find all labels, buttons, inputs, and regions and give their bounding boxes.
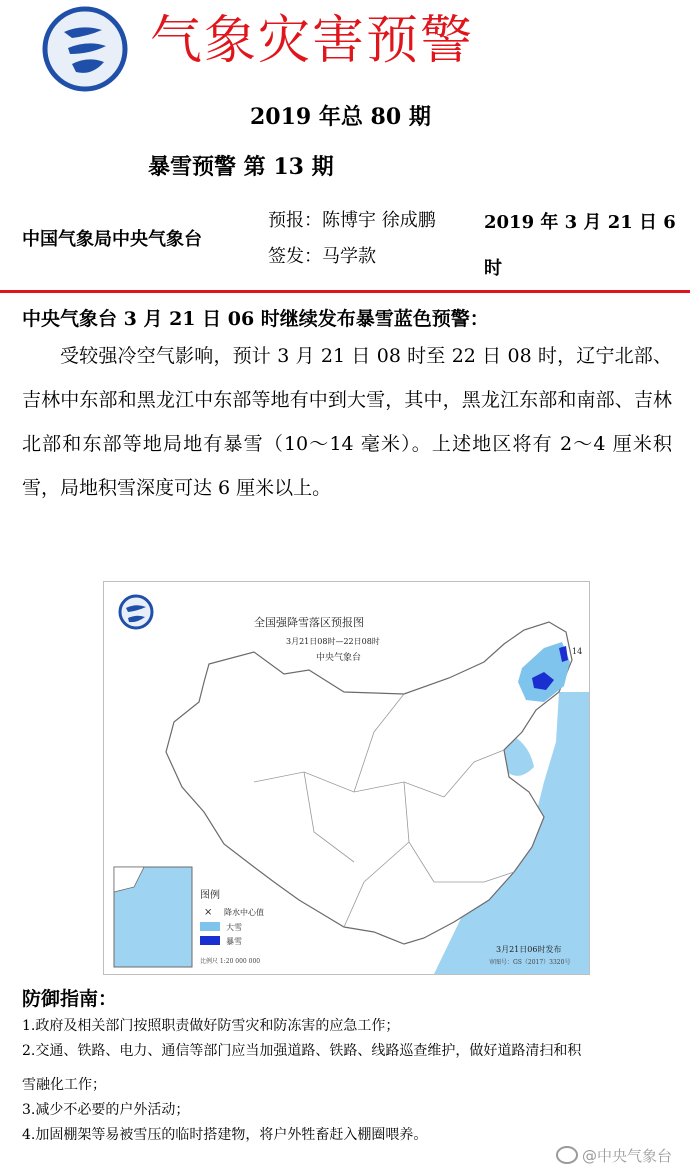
map-source: 中央气象台 <box>316 653 362 663</box>
map-approval: 审图号：GS（2017）3320号 <box>489 959 571 966</box>
cma-logo <box>42 6 128 92</box>
legend-blizzard-label: 暴雪 <box>226 937 242 946</box>
map-logo-icon <box>120 596 152 628</box>
legend-blizzard-swatch <box>200 936 220 945</box>
map-issued: 3月21日06时发布 <box>496 945 562 954</box>
max-value-label: 14 <box>572 647 583 656</box>
map-canvas <box>104 582 589 974</box>
issue-total: 2019 年总 80 期 <box>250 104 431 130</box>
issue-subtitle: 暴雪预警 第 13 期 <box>148 154 334 180</box>
issue-date: 2019 年 3 月 21 日 6 时 <box>484 212 676 279</box>
guidance-item: 1.政府及相关部门按照职责做好防雪灾和防冻害的应急工作； <box>22 1018 400 1034</box>
map-title: 全国强降雪落区预报图 <box>254 616 364 629</box>
cma-logo-icon <box>42 6 128 92</box>
guidance-item: 4.加固棚架等易被雪压的临时搭建物，将户外牲畜赶入棚圈喂养。 <box>22 1127 428 1143</box>
map-legend <box>200 888 264 965</box>
south-china-sea-inset <box>114 867 192 967</box>
guidance-item-continued: 雪融化工作； <box>22 1077 106 1093</box>
agency-name: 中国气象局中央气象台 <box>22 229 202 250</box>
watermark-text: @中央气象台 <box>581 1147 672 1165</box>
legend-heavy-snow-swatch <box>200 922 220 931</box>
guidance-item: 2.交通、铁路、电力、通信等部门应当加强道路、铁路、线路巡查维护，做好道路清扫和积 <box>22 1043 582 1059</box>
legend-title: 图例 <box>200 890 220 901</box>
map-scale: 比例尺 1:20 000 000 <box>200 958 261 965</box>
map-period: 3月21日08时—22日08时 <box>286 637 380 646</box>
warning-headline: 中央气象台 3 月 21 日 06 时继续发布暴雪蓝色预警： <box>22 308 489 330</box>
guidance-title: 防御指南： <box>22 988 118 1010</box>
weibo-icon <box>556 1146 578 1164</box>
legend-center-marker: × <box>204 907 213 918</box>
weibo-watermark <box>556 1145 672 1166</box>
page-title: 气象灾害预警 <box>150 11 475 71</box>
forecaster-names: 预报：陈博宇 徐成鹏 <box>268 210 436 231</box>
issuer-name: 签发：马学款 <box>268 246 376 267</box>
legend-center-label: 降水中心值 <box>224 908 264 917</box>
warning-body: 受较强冷空气影响，预计 3 月 21 日 08 时至 22 日 08 时，辽宁北部、吉林中东部和黑龙江中东部等地有中到大雪，其中，黑龙江东部和南部、吉林北部和东部等地局地有暴雪（10～14 毫米）。上述地区将有 2～4 厘米积雪，局地积雪深度可达 6 厘米以上。 <box>22 345 672 499</box>
snow-forecast-map <box>103 581 590 975</box>
header-divider <box>0 290 690 293</box>
legend-heavy-snow-label: 大雪 <box>226 923 242 932</box>
guidance-item: 3.减少不必要的户外活动； <box>22 1102 190 1118</box>
